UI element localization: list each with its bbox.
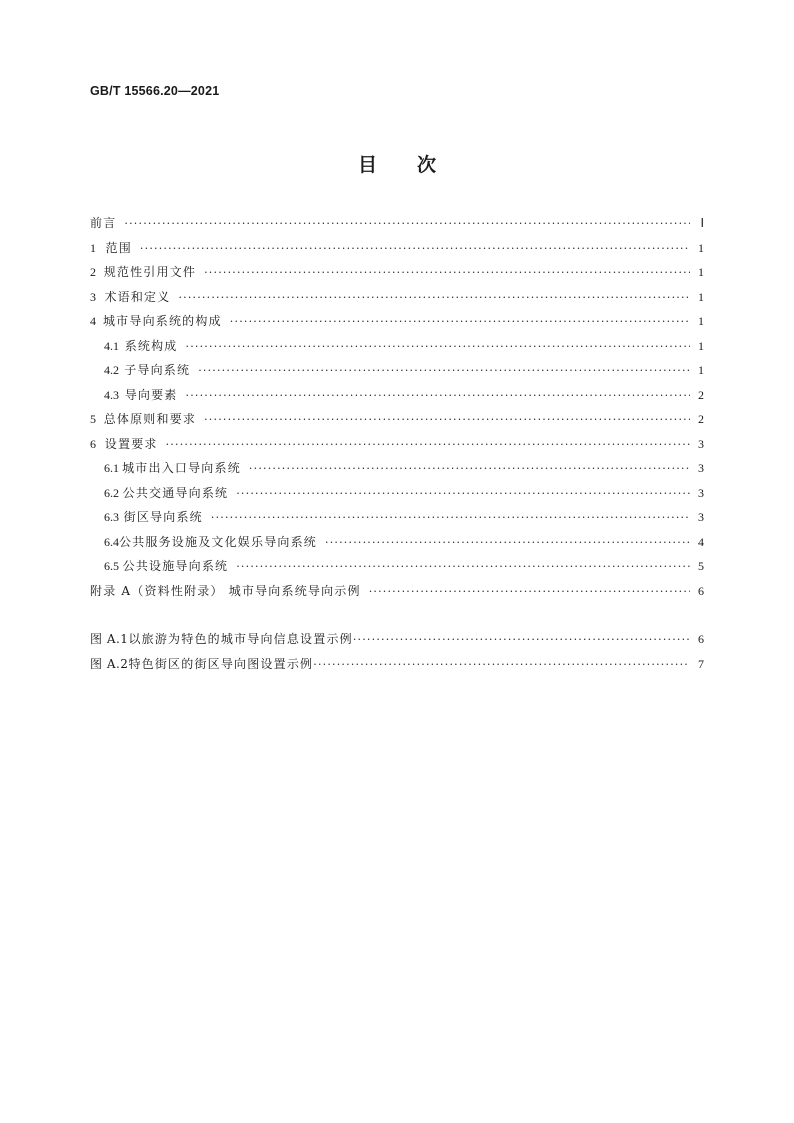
toc-entry[interactable] (90, 288, 704, 313)
toc-entry-page: 2 (698, 387, 704, 402)
dot-leader (178, 291, 690, 304)
figure-label: 特色街区的街区导向图设置示例 (128, 656, 314, 671)
toc-entry-number: 6.3 (104, 510, 119, 524)
dot-leader (236, 487, 690, 500)
figure-entry[interactable] (90, 655, 704, 680)
toc-entry-page: 1 (698, 338, 704, 353)
toc-subentry[interactable] (90, 459, 704, 484)
toc-entry-label: 公共服务设施及文化娱乐导向系统 (119, 534, 318, 549)
figure-page: 7 (698, 656, 704, 671)
toc-subentry[interactable] (90, 484, 704, 509)
figure-label: 以旅游为特色的城市导向信息设置示例 (128, 632, 353, 646)
toc-entry[interactable] (90, 312, 704, 337)
toc-entry-page: 3 (698, 461, 704, 475)
figure-entry[interactable] (90, 630, 704, 655)
page-title: 目次 (357, 154, 476, 176)
dot-leader (204, 413, 690, 426)
toc-entry-page: 1 (698, 314, 704, 328)
figure-page: 6 (698, 632, 704, 646)
toc-entry-appendix[interactable] (90, 582, 704, 607)
toc-entry-label: 总体原则和要求 (103, 412, 197, 426)
toc-subentry[interactable] (90, 533, 704, 558)
toc-entry-number: 2 (90, 265, 96, 279)
toc-entry-page: 3 (698, 485, 704, 500)
toc-entry-label: 范围 (105, 240, 132, 255)
dot-leader (353, 633, 690, 646)
toc-entry-label: 系统构成 (124, 338, 178, 353)
toc-entry-page: 3 (698, 510, 704, 524)
toc-entry-number: 3 (90, 289, 96, 304)
toc-entry-label: 术语和定义 (104, 289, 171, 304)
toc-entry-page: 1 (698, 265, 704, 279)
dot-leader (198, 364, 690, 377)
toc-subentry[interactable] (90, 508, 704, 533)
dot-leader (186, 389, 690, 402)
toc-entry-label: 子导向系统 (124, 363, 191, 377)
toc-entry-page: 2 (698, 412, 704, 426)
toc-entry-page: 3 (698, 436, 704, 451)
toc-entry-number: 6.4 (104, 534, 119, 549)
dot-leader (204, 266, 690, 279)
toc-entry-label: 附录 A（资料性附录） 城市导向系统导向示例 (90, 583, 361, 598)
document-code: GB/T 15566.20—2021 (90, 84, 220, 98)
toc-entry-page: 6 (698, 583, 704, 598)
toc-entry-number: 4.3 (104, 387, 119, 402)
figure-number: 图 A.1 (90, 632, 129, 646)
toc-entry-number: 5 (90, 412, 96, 426)
toc-entry[interactable] (90, 435, 704, 460)
dot-leader (140, 242, 690, 255)
dot-leader (313, 658, 690, 671)
toc-subentry[interactable] (90, 386, 704, 411)
toc-entry-label: 设置要求 (104, 436, 158, 451)
toc-entry-page: 5 (698, 559, 704, 573)
dot-leader (369, 585, 690, 598)
toc-entry-label: 前言 (90, 216, 117, 230)
dot-leader (211, 511, 690, 524)
toc-entry-page: 4 (698, 534, 704, 549)
toc-entry-page: Ⅰ (700, 216, 704, 230)
toc-entry-label: 规范性引用文件 (103, 265, 197, 279)
toc-entry[interactable] (90, 410, 704, 435)
toc-entry-page: 1 (698, 363, 704, 377)
toc-entry-label: 导向要素 (124, 387, 178, 402)
toc-entry-number: 6.5 (104, 559, 119, 573)
dot-leader (186, 340, 690, 353)
toc-subentry[interactable] (90, 337, 704, 362)
toc-entry-number: 4.1 (104, 338, 119, 353)
toc-entry-label: 公共交通导向系统 (122, 485, 229, 500)
toc-subentry[interactable] (90, 557, 704, 582)
list-of-figures (90, 630, 704, 679)
toc-entry-preface[interactable] (90, 214, 704, 239)
toc-entry-number: 6 (90, 436, 96, 451)
toc-entry-page: 1 (698, 289, 704, 304)
toc-entry-number: 6.1 (104, 461, 119, 475)
toc-entry[interactable] (90, 239, 704, 264)
toc-entry-label: 城市出入口导向系统 (122, 461, 241, 475)
toc-entry-label: 街区导向系统 (123, 510, 203, 524)
toc-subentry[interactable] (90, 361, 704, 386)
dot-leader (166, 438, 690, 451)
toc-entry-page: 1 (698, 240, 704, 255)
dot-leader (230, 315, 690, 328)
dot-leader (124, 217, 690, 230)
toc-entry-number: 4 (90, 314, 96, 328)
toc-entry-number: 4.2 (104, 363, 119, 377)
dot-leader (236, 560, 690, 573)
toc-entry-number: 6.2 (104, 485, 119, 500)
table-of-contents (90, 214, 704, 606)
dot-leader (325, 536, 690, 549)
figure-number: 图 A.2 (90, 656, 129, 671)
dot-leader (249, 462, 690, 475)
toc-entry-label: 城市导向系统的构成 (102, 314, 222, 328)
toc-entry-number: 1 (90, 240, 96, 255)
toc-entry-label: 公共设施导向系统 (122, 559, 229, 573)
toc-entry[interactable] (90, 263, 704, 288)
